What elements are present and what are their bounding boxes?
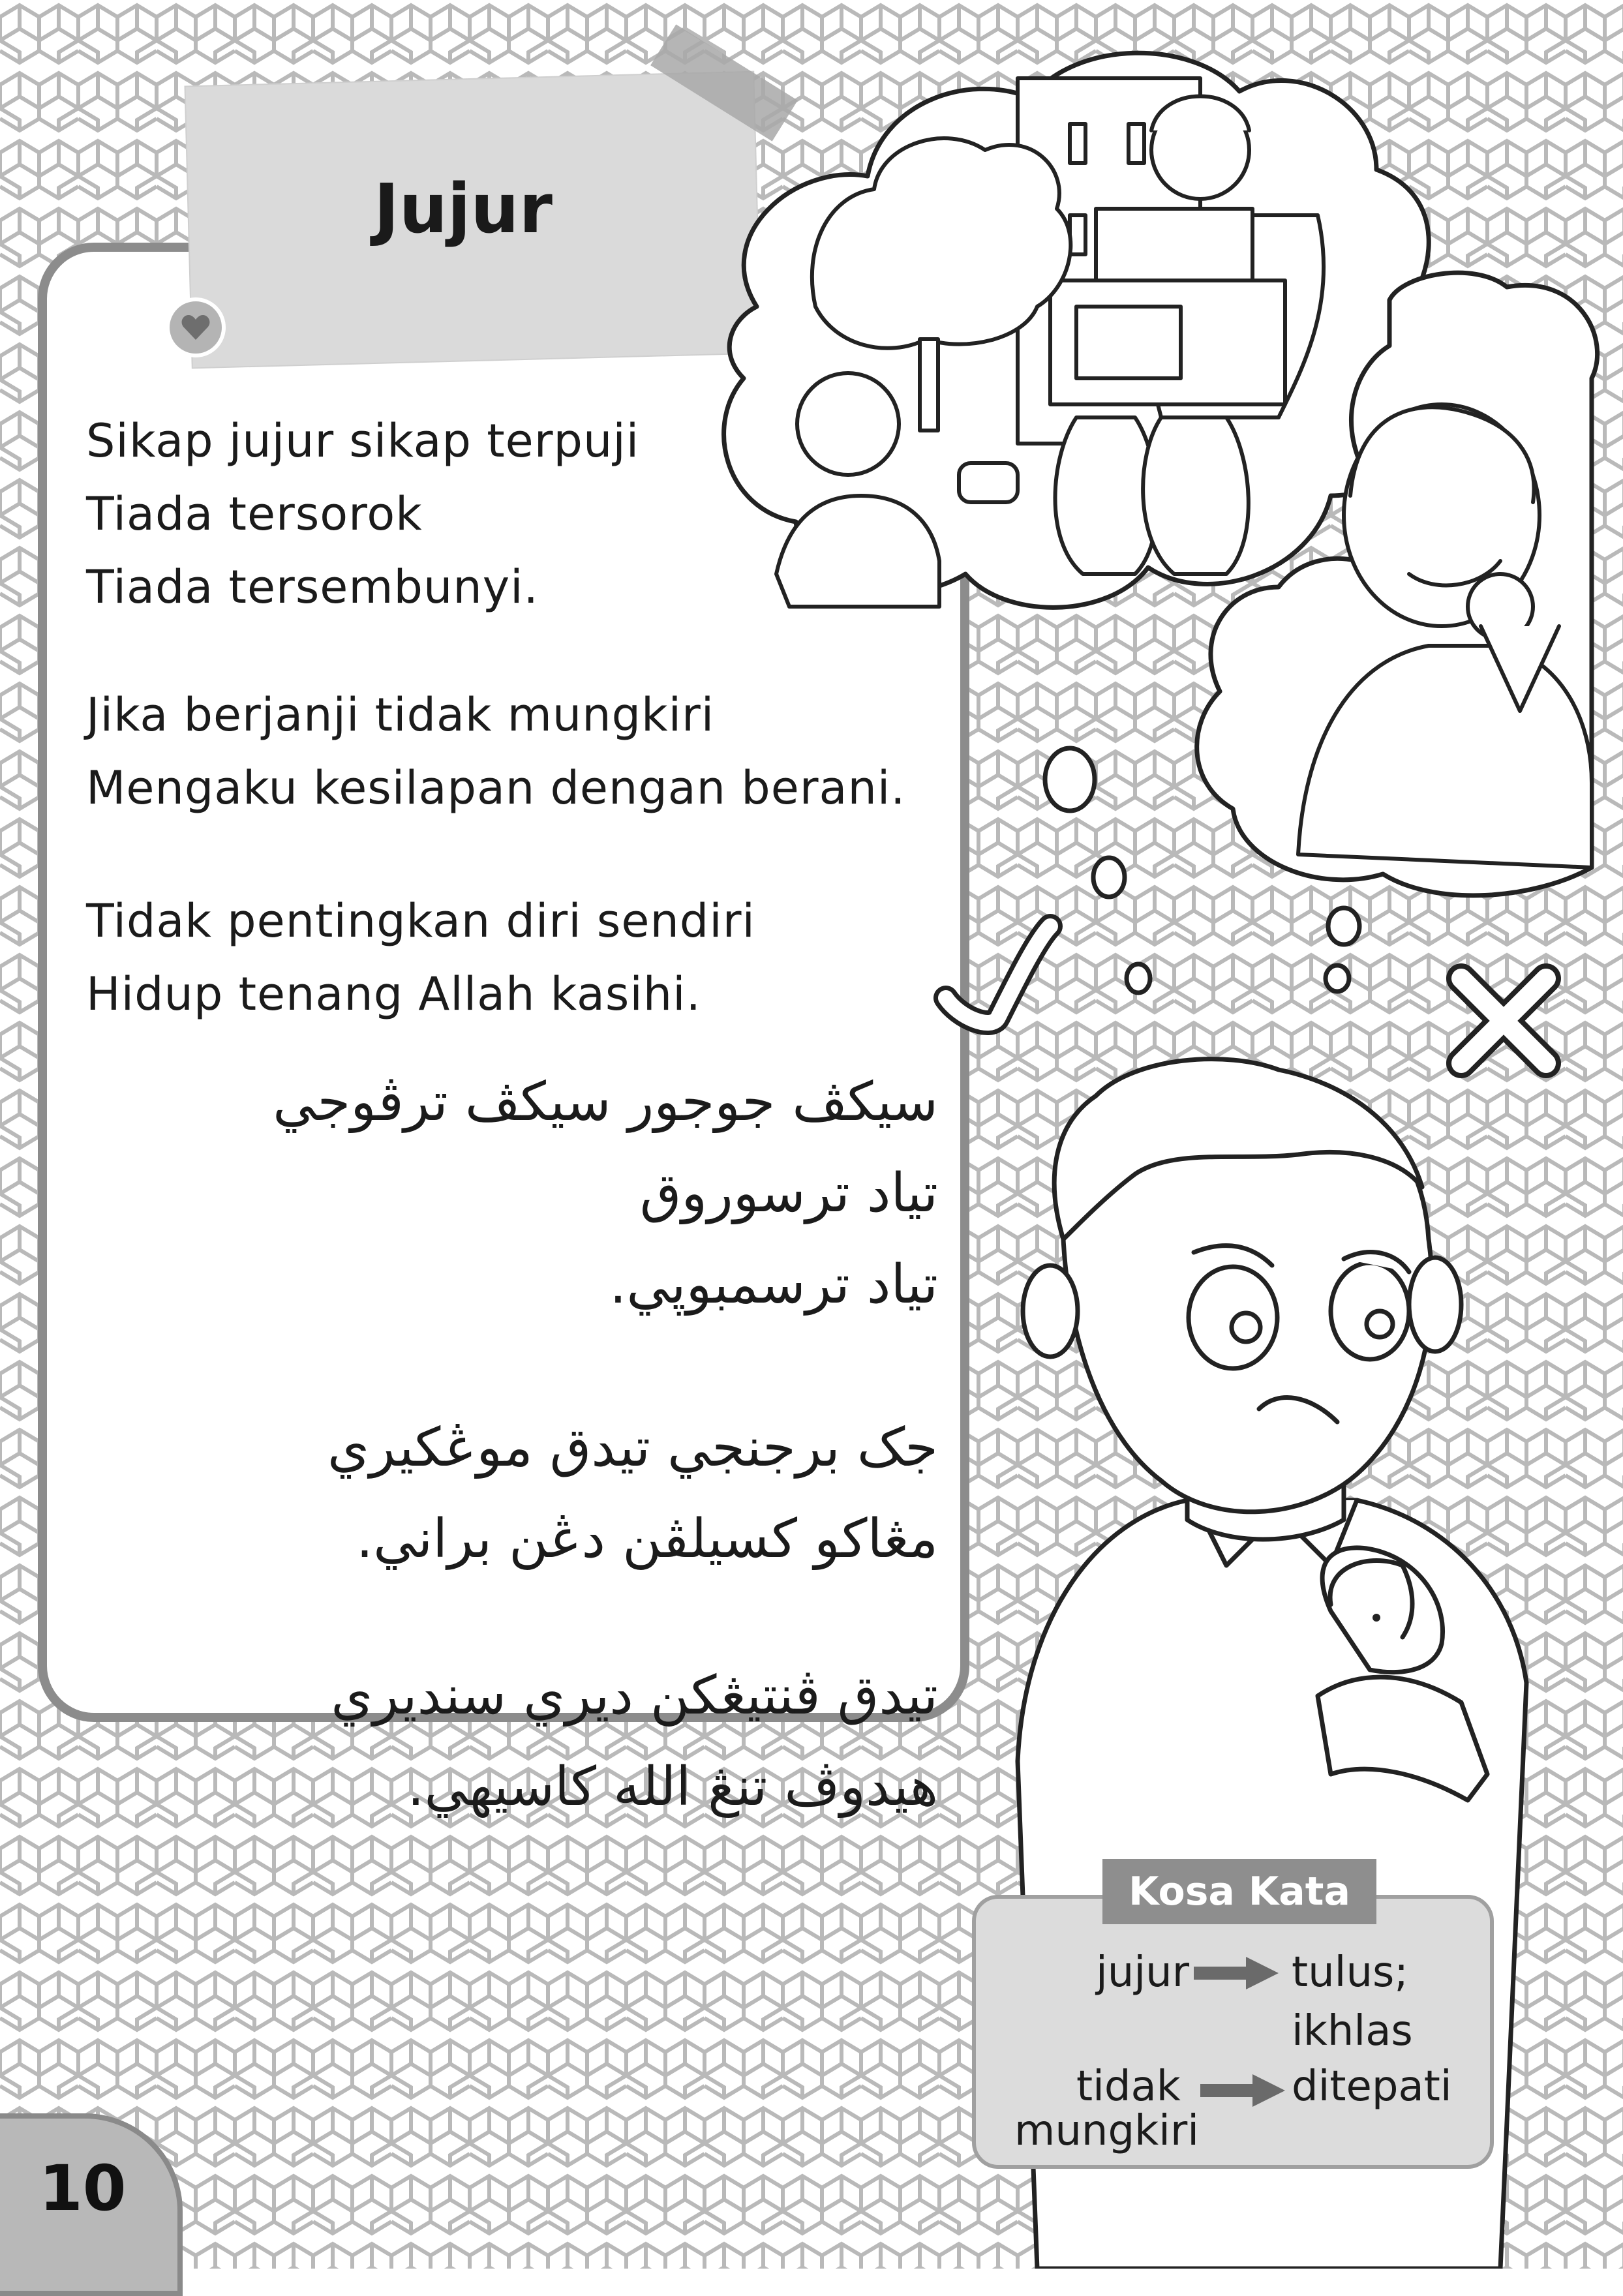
wallet: [1373, 1614, 1380, 1622]
kosa-word-jujur: jujur: [1096, 1948, 1189, 1997]
poem-line: تيدق ڤنتيڠکن ديري سنديري: [331, 1665, 938, 1727]
poem-line: Hidup tenang Allah kasihi.: [86, 967, 701, 1021]
arrow-right-icon: [1200, 2074, 1285, 2107]
poem-line: هيدوڤ تنڠ الله کاسيهي.: [407, 1756, 938, 1818]
poem-line: Mengaku kesilapan dengan berani.: [86, 761, 906, 815]
kosa-kata-heading: Kosa Kata: [1102, 1859, 1376, 1924]
arrow-right-icon: [1194, 1957, 1279, 1989]
poem-line: جک برجنجي تيدق موڠکيري: [327, 1417, 938, 1479]
kosa-meaning-ditepati: ditepati: [1292, 2062, 1452, 2111]
kosa-word-mungkiri: mungkiri: [1014, 2107, 1200, 2155]
kosa-word-tidak: tidak: [1076, 2062, 1181, 2111]
poem-line: سيکڤ جوجور سيکڤ ترڤوجي: [273, 1071, 938, 1133]
poem-line: Sikap jujur sikap terpuji: [86, 414, 640, 468]
kosa-meaning-line: ikhlas: [1292, 2007, 1413, 2055]
poem-line: تياد ترسوروق: [639, 1162, 938, 1224]
poem-line: تياد ترسمبوڽي.: [609, 1254, 938, 1316]
page-number: 10: [39, 2152, 127, 2225]
poem-line: مڠاکو کسيلڤن دڠن براني.: [356, 1508, 938, 1570]
poem-line: Tiada tersembunyi.: [86, 560, 539, 614]
page-title: Jujur: [374, 169, 553, 249]
kosa-meaning-line: tulus;: [1292, 1948, 1408, 1997]
poem-line: Jika berjanji tidak mungkiri: [86, 688, 715, 742]
poem-line: Tiada tersorok: [86, 487, 423, 541]
poem-line: Tidak pentingkan diri sendiri: [86, 894, 755, 948]
